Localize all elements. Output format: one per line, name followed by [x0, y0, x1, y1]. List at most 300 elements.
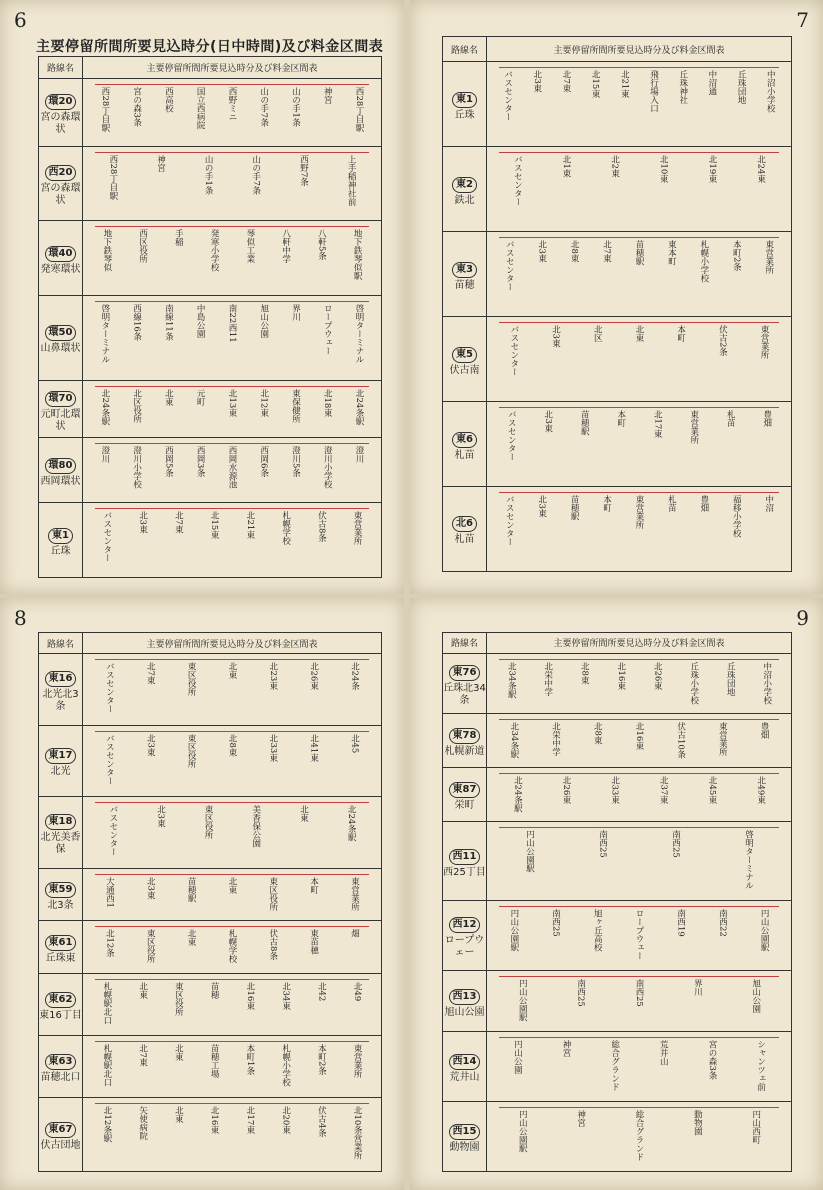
- stop-name: 大通西1: [104, 876, 115, 908]
- header-content: 主要停留所間所要見込時分及び料金区間表: [487, 37, 792, 62]
- route-name: 札苗: [454, 449, 475, 461]
- stop-name: 北49: [352, 981, 363, 1002]
- route-cell: [39, 221, 83, 296]
- route-code: 東59: [45, 882, 77, 898]
- route-name: 東16丁目: [39, 1009, 82, 1021]
- route-table: [442, 632, 792, 1172]
- stop-list: [83, 797, 381, 868]
- stop-name: 北34条駅: [506, 661, 517, 699]
- route-name: 丘珠東: [45, 952, 76, 964]
- stop-name: 北栄中学: [550, 722, 561, 757]
- route-code: 東1: [452, 92, 477, 108]
- stop-name: 南西25: [575, 979, 586, 1008]
- stop-name: 旭ヶ丘高校: [592, 909, 603, 952]
- route-row: [443, 653, 792, 714]
- stop-name: 苗穂駅: [579, 410, 590, 436]
- stop-name: 北45東: [706, 776, 717, 805]
- stop-name: 丘珠小学校: [688, 661, 699, 705]
- route-row: [39, 438, 382, 503]
- stop-name: 北東: [226, 876, 237, 894]
- route-row: [443, 486, 792, 571]
- route-row: [39, 1097, 382, 1171]
- stop-list: [83, 438, 381, 502]
- route-name: 丘珠: [454, 109, 475, 121]
- stop-name: 北26東: [652, 661, 663, 690]
- route-code: 東3: [452, 262, 477, 278]
- stop-name: 南西25: [670, 830, 681, 859]
- stop-name: 札幌小学校: [280, 1043, 291, 1087]
- route-code: 東6: [452, 432, 477, 448]
- route-cell: [39, 503, 83, 578]
- route-code: 西20: [45, 165, 77, 181]
- stop-name: 北3東: [536, 494, 547, 518]
- route-name: 苗穂: [454, 279, 475, 291]
- route-code: 東16: [45, 671, 77, 687]
- stop-name: バスセンター: [101, 511, 112, 563]
- stop-name: 北3東: [145, 876, 156, 900]
- stop-cell: [83, 146, 382, 221]
- stop-name: 澄川5条: [290, 446, 301, 478]
- stop-name: 北8東: [569, 240, 580, 263]
- page-number: 7: [796, 8, 809, 32]
- route-cell: [39, 438, 83, 503]
- stop-cell: [83, 654, 382, 726]
- stop-name: 札苗: [666, 494, 677, 512]
- route-code: 北6: [452, 516, 477, 532]
- route-code: 東63: [45, 1054, 77, 1070]
- stop-name: 澄川: [99, 446, 110, 464]
- route-cell: [443, 1102, 487, 1172]
- stop-name: 西岡6条: [258, 446, 269, 478]
- route-cell: [443, 486, 487, 571]
- page-number: 6: [14, 8, 27, 32]
- stop-name: 円山公園駅: [517, 1110, 528, 1153]
- stop-name: 東営業所: [352, 1043, 363, 1078]
- stop-name: バスセンター: [502, 70, 513, 122]
- stop-name: 北42: [316, 981, 327, 1002]
- stop-name: 北37東: [658, 776, 669, 805]
- stop-name: バスセンター: [104, 662, 115, 714]
- stop-name: バスセンター: [104, 733, 115, 785]
- stop-name: 西28丁目駅: [107, 154, 118, 200]
- stop-name: 北1東: [560, 155, 571, 178]
- stop-name: 北3東: [550, 325, 561, 348]
- stop-name: 北3東: [536, 240, 547, 263]
- stop-name: 中沼通: [706, 70, 717, 96]
- stop-name: 北34東: [280, 981, 291, 1010]
- stop-name: 札苗: [725, 410, 736, 428]
- stop-name: シャンツェ前: [755, 1040, 766, 1092]
- stop-list: [83, 1098, 381, 1171]
- stop-name: 豊畑: [761, 410, 772, 428]
- stop-name: 豊畑: [759, 722, 770, 740]
- route-cell: [39, 1097, 83, 1171]
- stop-name: 北12条駅: [101, 1105, 112, 1143]
- stop-name: 地下鉄琴似駅: [352, 229, 363, 281]
- stop-list: [487, 822, 791, 900]
- stop-cell: [487, 317, 792, 402]
- route-name: 発寒環状: [40, 263, 81, 275]
- stop-name: 本町: [601, 494, 612, 512]
- stop-name: 北16東: [615, 661, 626, 690]
- stop-list: [487, 232, 791, 316]
- stop-name: 北3東: [542, 410, 553, 433]
- route-table: [38, 56, 382, 578]
- stop-name: 北10東: [658, 155, 669, 183]
- route-cell: [443, 1032, 487, 1102]
- route-code: 西11: [449, 849, 481, 865]
- stop-name: 西線16条: [131, 304, 142, 341]
- route-name: 鉄北: [454, 194, 475, 206]
- stop-name: 南西25: [597, 830, 608, 859]
- route-name: 北光北3条: [42, 688, 79, 712]
- stop-list: [487, 714, 791, 767]
- stop-name: バスセンター: [508, 325, 519, 377]
- route-cell: [443, 714, 487, 768]
- stop-name: 南線11条: [163, 304, 174, 341]
- stop-name: 北2東: [609, 155, 620, 178]
- route-name: 動物園: [449, 1142, 480, 1153]
- stop-name: 旭山公園: [258, 304, 269, 339]
- page-number: 9: [796, 606, 809, 630]
- route-row: [443, 768, 792, 822]
- stop-list: [487, 1032, 791, 1101]
- stop-name: 本町: [615, 410, 626, 428]
- stop-name: 北49東: [755, 776, 766, 805]
- route-code: 東67: [45, 1122, 77, 1138]
- stop-name: 本町1条: [244, 1043, 255, 1075]
- stop-name: 西野ミニ: [226, 87, 237, 122]
- stop-name: 総合グランド: [609, 1040, 620, 1092]
- stop-cell: [487, 822, 792, 901]
- stop-name: バスセンター: [512, 155, 523, 207]
- route-row: [443, 822, 792, 901]
- route-code: 西13: [449, 989, 481, 1005]
- route-code: 東87: [449, 782, 481, 798]
- stop-list: [487, 971, 791, 1031]
- stop-name: 総合グランド: [633, 1110, 644, 1161]
- stop-cell: [487, 971, 792, 1032]
- page-number: 8: [14, 606, 27, 630]
- stop-cell: [487, 768, 792, 822]
- stop-name: 苗穂駅: [633, 240, 644, 266]
- stop-name: 札幌駅北口: [101, 1043, 112, 1087]
- stop-name: 動物園: [692, 1110, 703, 1136]
- stop-name: 北24東: [755, 155, 766, 183]
- stop-name: 円山公園駅: [508, 909, 519, 952]
- route-code: 東61: [45, 935, 77, 951]
- stop-name: 北3東: [531, 70, 542, 93]
- route-code: 西12: [449, 917, 481, 933]
- stop-name: 中島公園: [195, 304, 206, 339]
- route-cell: [443, 971, 487, 1032]
- stop-name: 澄川小学校: [131, 446, 142, 489]
- stop-name: 札幌小学校: [698, 240, 709, 283]
- route-code: 環70: [45, 391, 77, 407]
- stop-cell: [83, 1035, 382, 1097]
- stop-list: [487, 147, 791, 231]
- stop-name: 東営業所: [763, 240, 774, 275]
- stop-list: [83, 726, 381, 797]
- stop-name: 丘珠神社: [677, 70, 688, 105]
- route-code: 東17: [45, 748, 77, 764]
- route-cell: [39, 296, 83, 381]
- stop-name: 北20東: [280, 1105, 291, 1134]
- route-cell: [443, 317, 487, 402]
- stop-name: 手稲: [173, 229, 184, 247]
- route-name: 北光美香保: [40, 832, 81, 855]
- stop-name: 北区: [592, 325, 603, 343]
- stop-list: [487, 901, 791, 970]
- route-name: 伏古団地: [40, 1139, 81, 1151]
- stop-name: 北19東: [706, 155, 717, 183]
- route-name: 札苗: [454, 534, 475, 546]
- route-code: 西15: [449, 1124, 481, 1140]
- stop-name: 北区役所: [131, 388, 142, 423]
- route-code: 東5: [452, 347, 477, 363]
- route-cell: [39, 868, 83, 921]
- stop-list: [83, 503, 381, 577]
- stop-name: 北3東: [155, 805, 166, 828]
- stop-name: バスセンター: [504, 240, 515, 292]
- stop-name: 北17東: [652, 410, 663, 438]
- route-cell: [39, 973, 83, 1035]
- stop-name: 東営業所: [349, 876, 360, 911]
- stop-name: 北16東: [209, 1105, 220, 1134]
- stop-name: 琴似工業: [244, 229, 255, 264]
- route-cell: [443, 147, 487, 232]
- stop-name: 札幌駅北口: [101, 981, 112, 1025]
- route-row: [443, 402, 792, 487]
- stop-cell: [487, 486, 792, 571]
- route-code: 環40: [45, 246, 77, 262]
- route-row: [39, 79, 382, 147]
- stop-name: 西岡水源池: [226, 446, 237, 489]
- stop-cell: [487, 402, 792, 487]
- header-route: 路線名: [443, 633, 487, 654]
- stop-name: 北34条駅: [508, 722, 519, 759]
- stop-name: 澄川小学校: [322, 446, 333, 489]
- route-code: 東2: [452, 177, 477, 193]
- route-row: [39, 380, 382, 438]
- stop-name: 八軒中学: [280, 229, 291, 264]
- stop-name: 西28丁目駅: [99, 87, 110, 132]
- route-cell: [39, 1035, 83, 1097]
- stop-name: 北7東: [173, 511, 184, 534]
- stop-name: 本町2条: [731, 240, 742, 272]
- stop-name: 北33東: [609, 776, 620, 805]
- stop-name: 伏古2条: [717, 325, 728, 356]
- stop-name: 円山西町: [750, 1110, 761, 1144]
- stop-name: 中沼: [763, 494, 774, 512]
- route-row: [443, 147, 792, 232]
- stop-cell: [487, 1032, 792, 1102]
- route-row: [443, 1102, 792, 1172]
- stop-name: 本町: [308, 876, 319, 894]
- stop-list: [487, 487, 791, 571]
- route-name: 北3条: [47, 900, 74, 912]
- route-cell: [39, 146, 83, 221]
- route-row: [39, 146, 382, 221]
- route-code: 西14: [449, 1054, 481, 1070]
- stop-cell: [83, 973, 382, 1035]
- route-cell: [39, 654, 83, 726]
- stop-name: 豊畑: [698, 494, 709, 512]
- stop-name: 北東: [173, 1105, 184, 1123]
- route-code: 環50: [45, 325, 77, 341]
- stop-name: 北3東: [145, 733, 156, 757]
- route-row: [443, 901, 792, 971]
- stop-name: 東保健所: [290, 388, 301, 423]
- stop-list: [487, 402, 791, 486]
- stop-name: 東区役所: [186, 733, 197, 768]
- stop-name: 北8東: [226, 733, 237, 757]
- page-7: [410, 0, 823, 594]
- route-name: 札幌新道: [444, 746, 485, 758]
- stop-cell: [487, 62, 792, 147]
- route-row: [443, 62, 792, 147]
- stop-list: [487, 1102, 791, 1171]
- stop-name: 中沼小学校: [765, 70, 776, 113]
- stop-name: ロープウェー: [633, 909, 644, 961]
- route-row: [39, 973, 382, 1035]
- route-name: 旭山公園: [444, 1006, 485, 1018]
- stop-name: 畑: [349, 929, 360, 938]
- stop-name: 北17東: [244, 1105, 255, 1134]
- header-content: 主要停留所間所要見込時分及び料金区間表: [83, 57, 382, 79]
- route-name: ロープウェー: [444, 935, 485, 959]
- stop-name: 界川: [290, 304, 301, 322]
- stop-name: 苗穂: [209, 981, 220, 999]
- route-cell: [39, 380, 83, 438]
- stop-name: 北7東: [137, 1043, 148, 1067]
- stop-name: 東区役所: [267, 876, 278, 911]
- stop-name: 北26東: [308, 662, 319, 691]
- stop-name: 北33東: [267, 733, 278, 762]
- stop-list: [83, 221, 381, 295]
- stop-name: 北12条: [104, 929, 115, 958]
- stop-cell: [83, 503, 382, 578]
- route-cell: [443, 402, 487, 487]
- stop-name: 北24条駅: [99, 388, 110, 426]
- route-row: [39, 725, 382, 797]
- stop-name: 伏古8条: [316, 511, 327, 543]
- stop-name: 啓明ターミナル: [354, 304, 364, 364]
- stop-name: 伏古10条: [675, 722, 686, 759]
- stop-name: 東営業所: [633, 494, 644, 529]
- stop-name: 北21東: [619, 70, 630, 99]
- stop-name: 界川: [692, 979, 703, 997]
- stop-name: 西岡5条: [163, 446, 174, 478]
- stop-name: 澄川: [354, 446, 364, 464]
- stop-cell: [487, 1102, 792, 1172]
- stop-name: 北24条駅: [346, 805, 357, 842]
- stop-name: 北7東: [601, 240, 612, 263]
- route-row: [443, 317, 792, 402]
- route-cell: [443, 232, 487, 317]
- route-cell: [443, 901, 487, 971]
- stop-cell: [83, 296, 382, 381]
- stop-cell: [83, 921, 382, 974]
- route-name: 元町北環状: [40, 408, 81, 432]
- route-name: 山鼻環状: [40, 343, 81, 355]
- stop-name: 丘珠団地: [725, 661, 736, 696]
- stop-cell: [83, 79, 382, 147]
- stop-name: 西野7条: [298, 154, 309, 186]
- stop-name: 北45: [349, 733, 360, 754]
- stop-name: 南22西11: [226, 304, 237, 343]
- stop-name: 北16東: [244, 981, 255, 1010]
- stop-cell: [83, 797, 382, 869]
- stop-name: 旭山公園: [750, 979, 761, 1014]
- route-row: [39, 921, 382, 974]
- route-code: 東76: [449, 665, 481, 681]
- stop-cell: [83, 221, 382, 296]
- route-row: [443, 714, 792, 768]
- stop-name: 北15東: [590, 70, 601, 99]
- page-title: 主要停留所間所要見込時分(日中時間)及び料金区間表: [36, 39, 384, 55]
- route-row: [39, 296, 382, 381]
- stop-name: 西高校: [163, 87, 174, 113]
- stop-name: 東営業所: [352, 511, 363, 546]
- route-cell: [443, 653, 487, 714]
- route-name: 苗穂北口: [40, 1071, 81, 1083]
- stop-cell: [487, 653, 792, 714]
- page-9: [410, 598, 823, 1190]
- stop-name: 南西22: [717, 909, 728, 938]
- stop-name: 山の手7条: [250, 154, 261, 195]
- stop-name: 山の手7条: [258, 87, 269, 127]
- stop-cell: [83, 868, 382, 921]
- stop-name: 伏古4条: [316, 1105, 327, 1137]
- stop-name: 発寒小学校: [209, 229, 220, 272]
- stop-name: 円山公園: [512, 1040, 523, 1075]
- stop-name: 飛行場入口: [648, 70, 659, 113]
- stop-name: 北8東: [592, 722, 603, 745]
- stop-name: 北16東: [633, 722, 644, 751]
- stop-name: 上手稲神社前: [346, 154, 357, 206]
- stop-name: 南西25: [633, 979, 644, 1008]
- header-route: 路線名: [39, 57, 83, 79]
- stop-list: [83, 869, 381, 921]
- route-code: 東18: [45, 814, 77, 830]
- route-name: 荒井山: [449, 1072, 480, 1084]
- stop-name: 北東: [298, 805, 309, 823]
- stop-name: 伏古8条: [267, 929, 278, 961]
- route-code: 環80: [45, 458, 77, 474]
- route-row: [39, 797, 382, 869]
- stop-name: 北東: [163, 388, 174, 406]
- route-cell: [39, 797, 83, 869]
- stop-name: 東本町: [666, 240, 677, 266]
- stop-name: 北18東: [322, 388, 333, 417]
- stop-name: 円山公園駅: [524, 830, 535, 873]
- stop-name: 北栄中学: [542, 661, 553, 696]
- stop-list: [83, 974, 381, 1035]
- route-name: 北光: [50, 766, 71, 778]
- stop-name: 荒井山: [658, 1040, 669, 1066]
- stop-name: バスセンター: [506, 410, 517, 462]
- stop-cell: [487, 714, 792, 768]
- stop-name: 円山公園駅: [759, 909, 770, 952]
- stop-name: 北東: [186, 929, 197, 947]
- stop-name: 啓明ターミナル: [743, 830, 754, 890]
- stop-name: 北東: [226, 662, 237, 680]
- route-row: [39, 503, 382, 578]
- stop-name: 円山公園駅: [517, 979, 528, 1022]
- stop-name: 北8東: [579, 661, 590, 685]
- stop-name: 地下鉄琴似: [101, 229, 112, 272]
